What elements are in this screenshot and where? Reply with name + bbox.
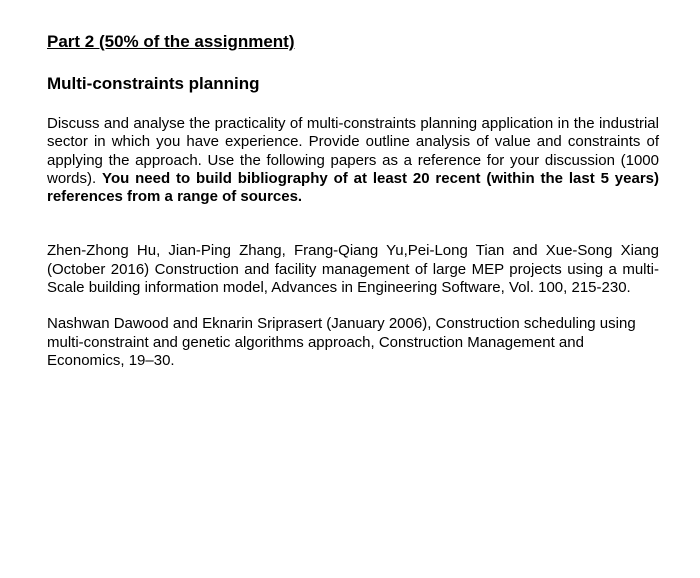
- task-text: Discuss and analyse the practicality of multi-constraints planning application in the industrial sector in which you have experience. Provide outline analysis of value and constraints of applying the approach. Use the following papers as a reference for your discussion (1000 words).: [47, 115, 659, 187]
- reference-item: Zhen-Zhong Hu, Jian-Ping Zhang, Frang-Qiang Yu,Pei-Long Tian and Xue-Song Xiang (October 2016) Construction and facility management of large MEP projects using a multi-Scale building information model, Advances in Engineering Software, Vol. 100, 215-230.: [47, 242, 659, 297]
- section-title: Multi-constraints planning: [47, 74, 260, 93]
- part-heading: Part 2 (50% of the assignment): [47, 32, 295, 51]
- document-page: [47, 31, 659, 370]
- task-requirement-bold: You need to build bibliography of at least 20 recent (within the last 5 years) references from a range of sources.: [47, 169, 659, 206]
- reference-item: Nashwan Dawood and Eknarin Sriprasert (January 2006), Construction scheduling using multi-constraint and genetic algorithms approach, Construction Management and Economics, 19–30.: [47, 315, 636, 369]
- task-description: [47, 115, 659, 206]
